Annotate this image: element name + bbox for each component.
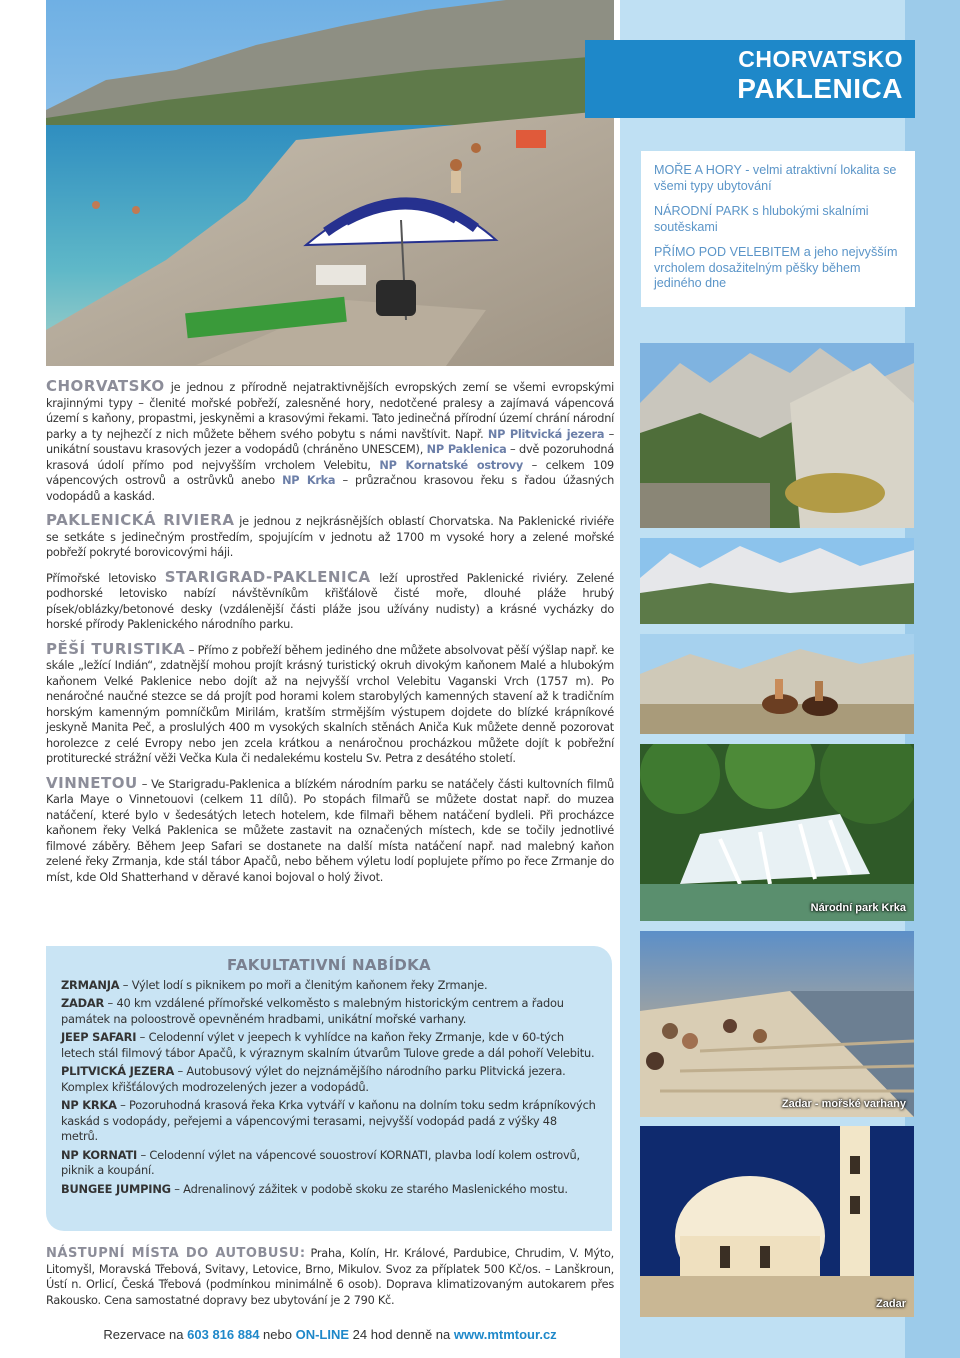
item-name: NP KORNATI <box>61 1147 138 1162</box>
intro-text-2: – unikátní soustavu krasových jezer a vodopádů (chráněno UNESCEM), <box>46 427 614 456</box>
website-link[interactable]: www.mtmtour.cz <box>453 1327 557 1342</box>
beach-photo <box>46 0 614 366</box>
zadar-organ-caption: Zadar - mořské varhany <box>781 1098 906 1110</box>
online-label: ON-LINE <box>295 1327 350 1342</box>
highlight-2: NÁRODNÍ PARK s hlubokými skalními soutěskami <box>654 204 869 234</box>
intro-text-4: – celkem 109 vápencových ostrovů a ostrůvků anebo <box>46 458 614 487</box>
zadar-sea-organ-photo <box>640 931 914 1117</box>
starigrad-text: leží uprostřed Paklenické riviéry. Zelené podhorské letovisko nabízí návštěvníkům křišťálově čisté moře, dlouhé pláže hrubý písek/oblázky/betonové desky (vzdálenější části pláže jsou užívány nudisty) a krásné vycházky do horské přírody Paklenického národního parku. <box>46 571 614 631</box>
optional-excursions-box <box>46 946 612 1231</box>
hiking-text: – Přímo z pobřeží během jediného dne můžete absolvovat pěší výšlap např. ke skále „ležící Indián“, zdatnější mohou projít krásný turistický okruh divokým kaňonem Malé a hlubokým kaňonem Velké Paklenice nebo dojít až na nejvyšší vrchol Velebitu Vaganski Vrch (1757 m). Po nenáročné naučné stezce se dá projít pod horami kolem starobylých kamenných stavení až k tradičním horským kamenným pomníčkům Mirilám, kratším strmějším výstupem dojdete do blízké krápníkové jeskyně Manita Peč, a proslulých 400 m vysokých skalních stěnách Aniča Kuk můžete denně pozorovat horolezce z celé Evropy nebo jen zcela krátkou a nenáročnou procházkou můžete dojít k pobřežní protiturecké strážní věži Večka Kula či nedalekému kostelu Sv. Petra z desátého století. <box>46 643 614 765</box>
item-name: PLITVICKÁ JEZERA <box>61 1064 175 1078</box>
highlights-box <box>641 151 915 307</box>
departure-text: Praha, Kolín, Hr. Králové, Pardubice, Chrudim, V. Mýto, Litomyšl, Moravská Třebová, Svitavy, Letovice, Brno, Mikulov. Svoz za příplatek 500 Kč/os. – Lanškroun, Ústí n. Orlicí, Česká Třebová (podmínkou minimálně 6 osob). Doprava klimatizovaným autokarem přes Rakousko. Cena samostatné dopravy bez ubytování je 2 790 Kč. <box>46 1247 614 1307</box>
departure-info <box>46 1246 614 1308</box>
optional-item-jeep-safari <box>61 1030 597 1061</box>
winnetou-paragraph <box>46 773 614 886</box>
winnetou-text: – Ve Starigradu-Paklenica a blízkém národním parku se natáčely části kultovních filmů Karla Maye o Vinnetouovi (celkem 11 dílů). Po stopách filmařů se můžete dostat např. do muzea natáčení, které bylo v šedesátých letech hotelem, kde filmaři během natáčení bydleli. Při procházce kaňonem řeky Velká Paklenica se můžete zastavit na označených místech, kde se točily jednotlivé filmové záběry. Během Jeep Safari se dostanete na další místa natáčení např. nad malebný kaňon zelené řeky Zrmanja, kde stál tábor Apačů, nebo během výletu lodí poplujete přímo po řece Zrmanje do míst, kde Old Shatterhand v děravé kanoi bojoval o holý život. <box>46 777 614 884</box>
main-text <box>46 379 614 894</box>
footer-mid1: nebo <box>259 1327 296 1342</box>
item-name: JEEP SAFARI <box>61 1030 137 1044</box>
reservation-footer <box>46 1327 614 1342</box>
starigrad-paragraph <box>46 567 614 633</box>
footer-mid2: 24 hod denně na <box>349 1327 454 1342</box>
hiking-heading: PĚŠÍ TURISTIKA <box>46 639 186 658</box>
riviera-heading: PAKLENICKÁ RIVIERA <box>46 511 235 529</box>
zadar-church-photo <box>640 1126 914 1317</box>
item-text: – Celodenní výlet na vápencové souostroví KORNATI, plavba lodí kolem ostrovů, piknik a koupání. <box>61 1147 580 1177</box>
destination-header <box>585 40 915 118</box>
winnetou-heading: VINNETOU <box>46 773 138 792</box>
intro-heading: CHORVATSKO <box>46 377 165 395</box>
footer-pre: Rezervace na <box>103 1327 188 1342</box>
item-name: ZRMANJA <box>61 977 120 992</box>
intro-text-5: – průzračnou krasovou řeku s řadou úžasných vodopádů a kaskád. <box>46 474 614 503</box>
riviera-paragraph <box>46 513 614 561</box>
hiking-paragraph <box>46 639 614 767</box>
horse-riders-photo <box>640 634 914 734</box>
intro-paragraph <box>46 379 614 504</box>
optional-item-kornati <box>61 1148 597 1179</box>
header-country: CHORVATSKO <box>738 46 903 72</box>
item-text: – Adrenalinový zážitek v podobě skoku ze starého Maslenického mostu. <box>170 1181 568 1196</box>
zadar-caption: Zadar <box>876 1298 906 1310</box>
paklenica-canyon-photo <box>640 343 914 528</box>
item-name: ZADAR <box>61 996 105 1010</box>
item-name: BUNGEE JUMPING <box>61 1181 171 1196</box>
optional-item-zadar <box>61 996 597 1027</box>
np-kornati: NP Kornatské ostrovy <box>379 458 524 472</box>
krka-waterfall-photo <box>640 744 914 921</box>
highlight-3: PŘÍMO POD VELEBITEM a jeho nejvyšším vrcholem dosažitelným pěšky během jediného dne <box>654 245 898 290</box>
optional-list <box>61 978 597 1198</box>
intro-text: je jednou z přírodně nejatraktivnějších evropských zemí se všemi evropskými krajinnými typy – členité mořské pobřeží, zalesněné hory, nedotčené pralesy a zajímavá vápencová území s kaňony, propastmi, jeskyněmi a krasovými řekami. Tato jedinečná přírodní území chrání národní parky a ty nejhezčí z nich můžete během svého pobytu s námi navštívit. Např. <box>46 381 614 441</box>
krka-caption: Národní park Krka <box>810 902 906 914</box>
optional-item-zrmanja <box>61 978 597 994</box>
intro-text-3: – dvě pozoruhodná krasová údolí přímo pod nejvyšším vrcholem Velebitu, <box>46 443 614 472</box>
optional-item-bungee <box>61 1182 597 1198</box>
item-text: – Výlet lodí s piknikem po moři a členitým kaňonem řeky Zrmanje. <box>119 977 488 992</box>
np-plitvice: NP Plitvická jezera <box>487 427 605 441</box>
np-krka: NP Krka <box>282 474 336 487</box>
departure-heading: NÁSTUPNÍ MÍSTA DO AUTOBUSU: <box>46 1246 306 1261</box>
optional-title: FAKULTATIVNÍ NABÍDKA <box>227 956 431 974</box>
reservation-phone[interactable]: 603 816 884 <box>187 1327 260 1342</box>
starigrad-pre: Přímořské letovisko <box>46 571 165 585</box>
highlight-1: MOŘE A HORY - velmi atraktivní lokalita se všemi typy ubytování <box>654 163 897 193</box>
np-paklenica: NP Paklenica <box>426 443 507 456</box>
header-place: PAKLENICA <box>737 73 903 104</box>
starigrad-heading: STARIGRAD-PAKLENICA <box>164 567 371 586</box>
item-text: – Pozoruhodná krasová řeka Krka vytváří v kaňonu na dolním toku sedm krápníkových kaskád s vodopády, peřejemi a vápencovými terasami, nejvyšší vodopád padá z výšky 48 metrů. <box>61 1098 596 1143</box>
item-text: – Celodenní výlet v jeepech k vyhlídce na kaňon řeky Zrmanje, kde v 60-tých letech stál filmový tábor Apačů, k výraznym skalním útvarům Tulove grede a dál pohoří Velebitu. <box>61 1030 595 1060</box>
item-text: – Autobusový výlet do nejznámějšího národního parku Plitvická jezera. Komplex křišťálových modrozelených jezer a vodopádů. <box>61 1064 566 1094</box>
riviera-text: je jednou z nejkrásnějších oblastí Chorvatska. Na Paklenické riviéře se setkáte s jedinečným prostředím, spojujícím v jednotu až 1700 m vysoké hory a zelené mořské pobřeží pokryté borovicovými háji. <box>46 515 614 559</box>
item-text: – 40 km vzdálené přímořské velkoměsto s malebným historickým centrem a řadou památek na poloostrově opevněném hradbami, unikátní mořské varhany. <box>61 996 564 1026</box>
item-name: NP KRKA <box>61 1098 117 1112</box>
optional-item-krka <box>61 1098 597 1145</box>
mountains-photo <box>640 538 914 624</box>
optional-item-plitvice <box>61 1064 597 1095</box>
